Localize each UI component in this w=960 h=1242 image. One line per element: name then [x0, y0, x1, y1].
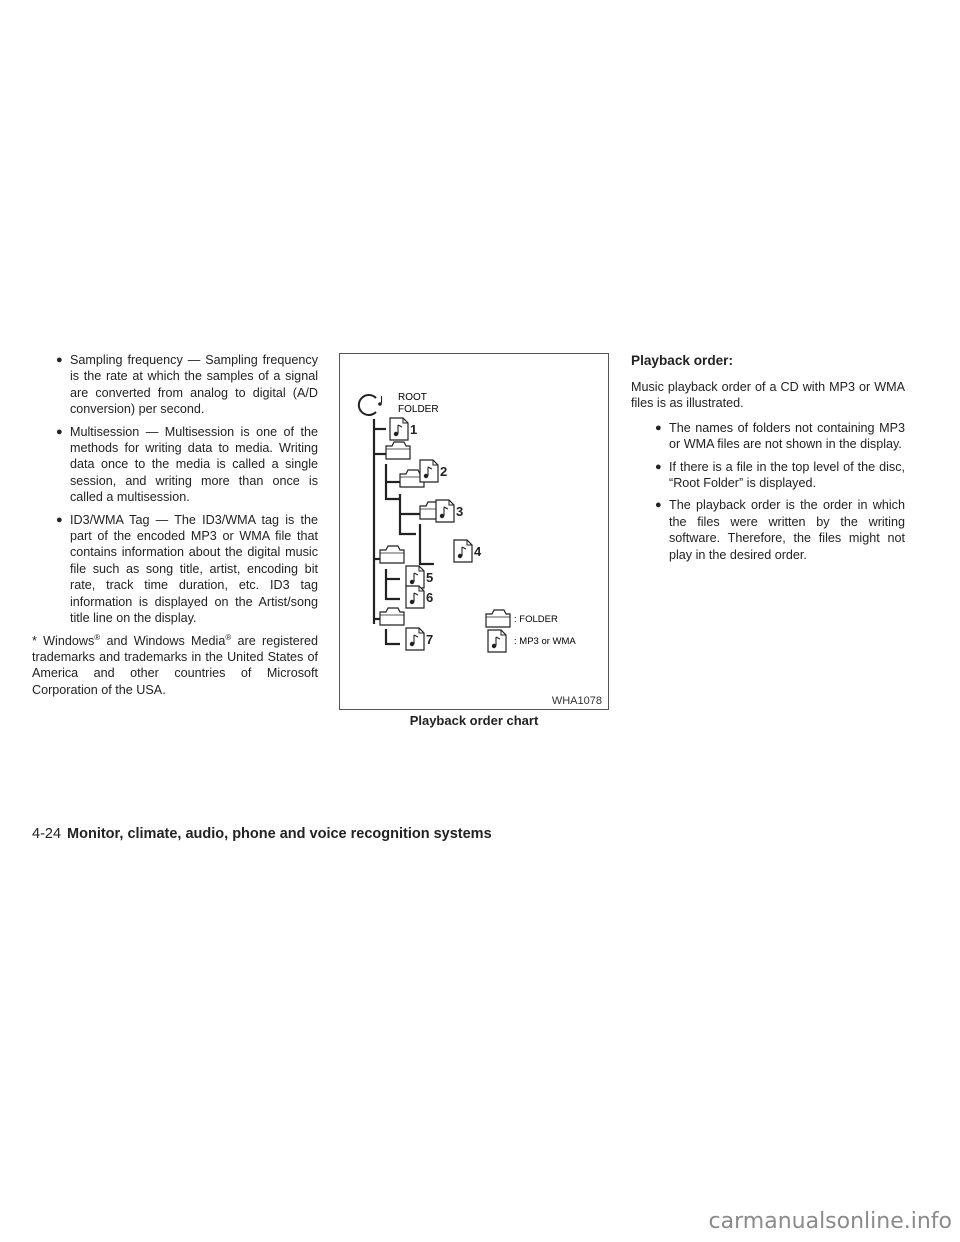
- bullet-folder-names: [631, 420, 905, 453]
- bullet-text: If there is a file in the top level of the disc, “Root Folder” is displayed.: [669, 459, 905, 491]
- bullet-text: The names of folders not containing MP3 or WMA files are not shown in the display.: [669, 420, 905, 452]
- music-file-icon: [420, 460, 438, 482]
- bullet-dot: ●: [56, 354, 63, 366]
- music-file-icon: [436, 500, 454, 522]
- order-number-4: 4: [474, 544, 482, 559]
- folder-icon: [380, 546, 404, 563]
- section-heading: Playback order:: [631, 353, 733, 368]
- bullet-dot: ●: [56, 513, 63, 526]
- order-number-2: 2: [440, 464, 448, 479]
- left-column: [32, 352, 318, 704]
- bullet-dot: ●: [56, 425, 63, 438]
- bullet-dot: ●: [655, 499, 662, 512]
- right-column: [631, 352, 905, 569]
- folder-icon: [486, 610, 510, 627]
- trademark-suffix: are registered trademarks and trademarks in the United States of America and other countries of Microsoft Corporation of the USA.: [32, 633, 319, 697]
- bullet-multisession: [32, 424, 318, 506]
- bullet-id3-tag: [32, 512, 318, 627]
- watermark[interactable]: carmanualsonline.info: [708, 1209, 952, 1234]
- legend-folder: : FOLDER: [514, 614, 558, 625]
- trademark-note: [32, 633, 318, 699]
- order-number-6: 6: [426, 590, 434, 605]
- playback-tree-diagram: [340, 354, 608, 709]
- section-title: Monitor, climate, audio, phone and voice recognition systems: [67, 826, 492, 842]
- root-label-2: FOLDER: [398, 404, 439, 415]
- music-file-icon: [406, 566, 424, 588]
- order-number-3: 3: [456, 504, 464, 519]
- page-number: 4-24: [32, 826, 62, 842]
- music-file-icon: [406, 586, 424, 608]
- registered-mark: ®: [94, 632, 101, 642]
- folder-icon: [386, 442, 410, 459]
- music-file-icon: [406, 628, 424, 650]
- bullet-dot: ●: [655, 460, 662, 473]
- bullet-root-folder: [631, 459, 905, 492]
- registered-mark: ®: [225, 632, 232, 642]
- cd-icon: [359, 395, 382, 415]
- playback-order-figure: [339, 353, 609, 710]
- figure-id: WHA1078: [551, 695, 602, 707]
- legend-file: : MP3 or WMA: [514, 636, 576, 647]
- order-number-5: 5: [426, 570, 434, 585]
- figure-caption: Playback order chart: [409, 713, 539, 728]
- bullet-text: ID3/WMA Tag — The ID3/WMA tag is the part of the encoded MP3 or WMA file that contains information about the digital music file such as song title, artist, encoding bit rate, track time duration, etc. ID3 tag information is displayed on the Artist/song title line on the display.: [70, 512, 318, 626]
- music-file-icon: [390, 418, 408, 440]
- bullet-sampling-frequency: [32, 352, 318, 418]
- trademark-mid: and Windows Media: [106, 633, 226, 648]
- bullet-text: The playback order is the order in which the files were written by the writing software. Therefore, the files might not play in the desired order.: [669, 498, 905, 562]
- order-number-1: 1: [410, 422, 418, 437]
- music-file-icon: [454, 540, 472, 562]
- page-footer: [32, 826, 492, 842]
- order-number-7: 7: [426, 632, 434, 647]
- trademark-prefix: * Windows: [32, 633, 95, 648]
- music-file-icon: [488, 630, 506, 652]
- bullet-dot: ●: [655, 421, 662, 434]
- bullet-text: Sampling frequency — Sampling frequency is the rate at which the samples of a signal are converted from analog to digital (A/D conversion) per second.: [70, 353, 318, 417]
- folder-icon: [380, 608, 404, 625]
- root-label-1: ROOT: [398, 392, 427, 403]
- bullet-playback-order: [631, 497, 905, 563]
- intro-paragraph: Music playback order of a CD with MP3 or WMA files is as illustrated.: [631, 380, 905, 411]
- bullet-text: Multisession — Multisession is one of the methods for writing data to media. Writing data once to the media is called a single session, and writing more than once is called a multisession.: [70, 424, 318, 505]
